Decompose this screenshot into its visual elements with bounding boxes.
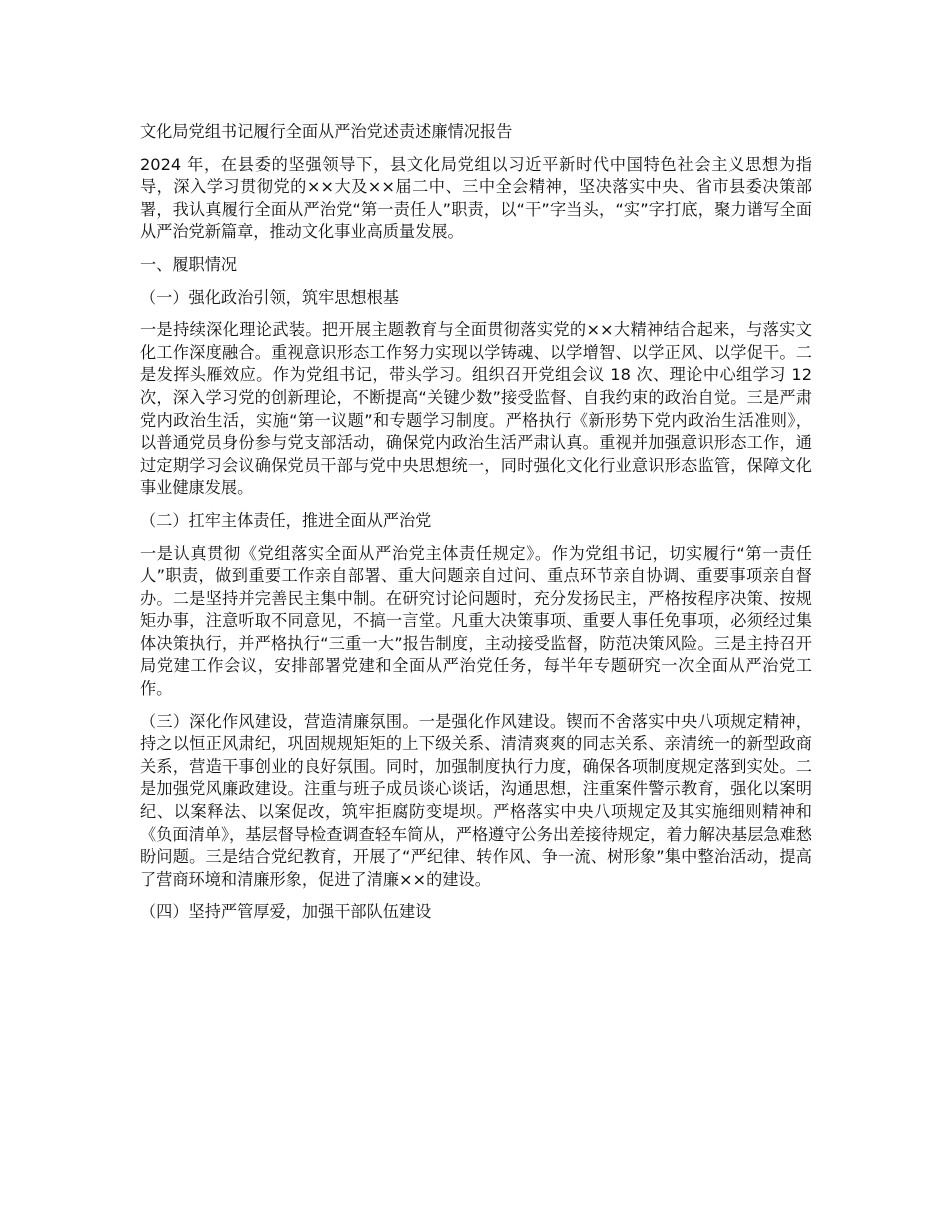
body-paragraph-2: 一是认真贯彻《党组落实全面从严治党主体责任规定》。作为党组书记，切实履行“第一责任人”职责，做到重要工作亲自部署、重大问题亲自过问、重点环节亲自协调、重要事项亲自督办。二是坚持并完善民主集中制。在研究讨论问题时，充分发扬民主，严格按程序决策、按规矩办事，注意听取不同意见，不搞一言堂。凡重大决策事项、重要人事任免事项，必须经过集体决策执行，并严格执行“三重一大”报告制度，主动接受监督，防范决策风险。三是主持召开局党建工作会议，安排部署党建和全面从严治党任务，每半年专题研究一次全面从严治党工作。 — [140, 543, 812, 699]
body-paragraph-1: 一是持续深化理论武装。把开展主题教育与全面贯彻落实党的××大精神结合起来，与落实文化工作深度融合。重视意识形态工作努力实现以学铸魂、以学增智、以学正风、以学促干。二是发挥头雁效应。作为党组书记，带头学习。组织召开党组会议 18 次、理论中心组学习 12 次，深入学习党的创新理论，不断提高“关键少数”接受监督、自我约束的政治自觉。三是严肃党内政治生活，实施“第一议题”和专题学习制度。严格执行《新形势下党内政治生活准则》，以普通党员身份参与党支部活动，确保党内政治生活严肃认真。重视并加强意识形态工作，通过定期学习会议确保党员干部与党中央思想统一，同时强化文化行业意识形态监管，保障文化事业健康发展。 — [140, 320, 812, 498]
subsection-heading-2: （二）扛牢主体责任，推进全面从严治党 — [140, 510, 432, 530]
subsection-heading-1: （一）强化政治引领，筑牢思想根基 — [140, 287, 399, 307]
body-paragraph-3: （三）深化作风建设，营造清廉氛围。一是强化作风建设。锲而不舍落实中央八项规定精神，持之以恒正风肃纪，巩固规规矩矩的上下级关系、清清爽爽的同志关系、亲清统一的新型政商关系，营造干事创业的良好氛围。同时，加强制度执行力度，确保各项制度规定落到实处。二是加强党风廉政建设。注重与班子成员谈心谈话，沟通思想，注重案件警示教育，强化以案明纪、以案释法、以案促改，筑牢拒腐防变堤坝。严格落实中央八项规定及其实施细则精神和《负面清单》，基层督导检查调查轻车简从，严格遵守公务出差接待规定，着力解决基层急难愁盼问题。三是结合党纪教育，开展了“严纪律、转作风、争一流、树形象”集中整治活动，提高了营商环境和清廉形象，促进了清廉××的建设。 — [140, 711, 812, 889]
document-page — [140, 121, 812, 934]
section-heading-duties: 一、履职情况 — [140, 254, 238, 274]
intro-paragraph: 2024 年，在县委的坚强领导下，县文化局党组以习近平新时代中国特色社会主义思想为指导，深入学习贯彻党的××大及××届二中、三中全会精神，坚决落实中央、省市县委决策部署，我认真履行全面从严治党“第一责任人”职责，以“干”字当头，“实”字打底，聚力谱写全面从严治党新篇章，推动文化事业高质量发展。 — [140, 154, 812, 242]
document-title: 文化局党组书记履行全面从严治党述责述廉情况报告 — [140, 122, 513, 141]
subsection-heading-4: （四）坚持严管厚爱，加强干部队伍建设 — [140, 902, 432, 922]
